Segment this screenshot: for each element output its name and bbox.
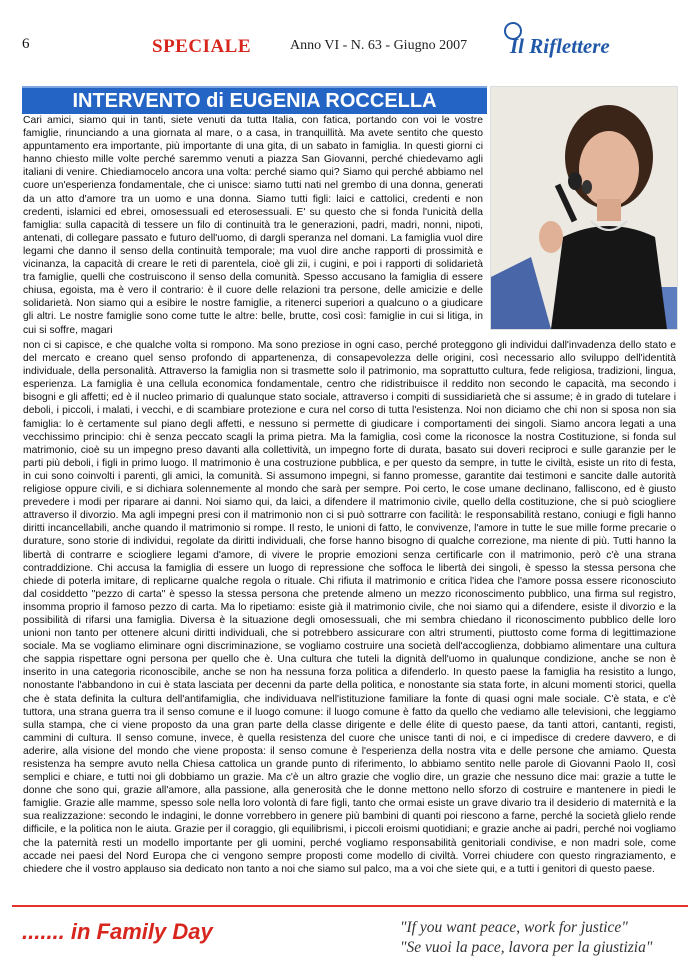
article-text-body: non ci si capisce, e che qualche volta si rompono. Ma sono preziose in ogni caso, perché proteggono gli individui dall'invadenza dello stato e del mercato e creano quel senso profondo di appartenenza, di consapevolezza delle origini, così necessario allo sviluppo dell'identità individuale, della personalità. Attraverso la famiglia non si trasmette solo il patrimonio, ma soprattutto cultura, fede religiosa, tradizioni, lingua, esperienza. La famiglia è una cellula economica fondamentale, centro che ridistribuisce il reddito non secondo le capacità, ma secondo i bisogni e gli affetti; ed è il nucleo primario di qualunque stato sociale, attraverso i compiti di sussidiarietà che si assume; è in grado di tutelare i deboli, i piccoli, i malati, i vecchi, e di scambiare protezione e cura nel corso di tutta l'esistenza. Noi non diciamo che chi non si sposa non sia famiglia: lo è certamente sul piano degli affetti, e nessuno si permette di giudicare i comportamenti dei singoli. Siamo ancora legati a una vecchissimo principio: chi è senza peccato scagli la prima pietra. Ma la famiglia, così come la riconosce la nostra Costituzione, si fonda sul matrimonio, cioè su un impegno preso davanti alla collettività, un impegno forte di durata, basato sui doveri reciproci e sulle garanzie per le parti più deboli, i figli in primo luogo. Il matrimonio è una costruzione pubblica, e per questo da sempre, in tutte le civiltà, esiste un rito di festa, in cui sono coinvolti i parenti, gli amici, la comunità. Si assumono impegni, si fanno promesse, garantite dai testimoni e sancite dalle autorità religiose oppure civili, e si dichiara solennemente al mondo che sarà per sempre. Poi certo, le cose umane declinano, falliscono, ed è giusto prevedere i modi per riparare ai danni. Noi siamo qui, da laici, a difendere il matrimonio civile, quello della costituzione, che si può sciogliere attraverso il divorzio. Ma agli impegni presi con il matrimonio non ci si può sottrarre con facilità: le responsabilità restano, coniugi e figli hanno diritti incancellabili, anche quando il matrimonio si rompe. Il resto, le unioni di fatto, le convivenze, l'amore in tutte le sue mille forme precarie o durature, sono storie di individui, regolate da diritti individuali, che forse hanno bisogno di qualche correzione, ma niente di più. Tutti hanno la libertà di contrarre e sciogliere legami d'amore, di vivere le proprie emozioni senza certificarle con il matrimonio, però c'è una strana contraddizione. Chi accusa la famiglia di essere un luogo di repressione che soffoca le libertà dei singoli, è spesso la stessa persona che chiede di poterla imitare, di replicarne qualche regola o rituale. Chi rifiuta il matrimonio e critica l'idea che l'amore possa essere riconosciuto dal cosiddetto "pezzo di carta" è spesso la stessa persona che pretende almeno un mezzo riconoscimento pubblico, una firma sul registro, insomma proprio il famoso pezzo di carta. Ma lo ripetiamo: esiste già il matrimonio civile, che noi siamo qui a difendere, esiste il divorzio e la possibilità di rifarsi una famiglia. Diversa è la situazione degli omosessuali, che mi sembra chiedano il riconoscimento pubblico delle loro unioni non tanto per ottenere alcuni diritti individuali, che si potrebbero assicurare con altri strumenti, piuttosto come forma di legittimazione sociale. Ma se vogliamo eliminare ogni discriminazione, se vogliamo costruire una società dell'accoglienza, dobbiamo alimentare una cultura che sappia rispettare ogni persona per quello che è. Una cultura che tuteli la dignità dell'uomo in qualunque condizione, anche se non è inserito in una categoria riconoscibile, anche se non ha nessuna forza politica a difenderlo. In questo paese la famiglia ha resistito a lungo, nonostante l'abbandono in cui è stata lasciata per decenni da parte della politica, e nonostante sia stata forte, in alcuni momenti storici, quella che è stata definita la cultura dell'antifamiglia, che individuava nell'istituzione familiare la fonte di quasi ogni male sociale. C'è stata, e c'è tuttora, una strana guerra tra il senso comune e il luogo comune: il luogo comune è fatto da quello che vediamo alle televisioni, che leggiamo sulla stampa, che ci viene proposto da una gran parte della classe dirigente e delle élite di questo paese, da tanti attori, cantanti, registi, cammini di cultura. Il senso comune, invece, è quella resistenza del cuore che unisce tanti di noi, e ci impedisce di credere davvero, e di aderire, alla visione del mondo che viene proposta: il senso comune è l'esperienza della nostra vita e delle persone che amiamo. Questa resistenza ha sempre avuto nella Chiesa cattolica un grande punto di riferimento, lo abbiamo sentito nelle parole di Giovanni Paolo II, così semplici e chiare, e tutti noi gli dobbiamo un grazie. Ma c'è un altro grazie che voglio dire, un grazie che nessuno dice mai: grazie a tutte le donne che sono qui, grazie all'amore, alla passione, alla generosità che le donne mettono nello sforzo di costruire e mantenere in piedi le famiglie. Grazie alle mamme, spesso sole nella loro volontà di fare figli, tanto che ormai esiste un grave divario tra il desiderio di maternità e la sua realizzazione: secondo le indagini, le donne vorrebbero in genere più bambini di quanti poi riescono a farne, perché la società glielo rende difficile, e la politica non le aiuta. Grazie per il coraggio, gli equilibrismi, i piccoli eroismi quotidiani; e grazie anche ai padri, perché noi vogliamo che la paternità resti un modello importante per gli uomini, perché vogliamo responsabilità genitoriali condivise, e non madri sole, come accade nei paesi del Nord Europa che ci vengono sempre proposti come modello di civiltà. Vorrei chiudere con questo ringraziamento, e chiedere che il vostro applauso sia dedicato non tanto a noi che siamo sul palco, ma a voi che siete qui, e a tutti i genitori di questo paese.: [23, 340, 676, 875]
article-text-column: Cari amici, siamo qui in tanti, siete venuti da tutta Italia, con fatica, portando con voi le vostre famiglie, rinunciando a una giornata al mare, o a casa, in tranquillità. Ma avete sentito che questo appuntamento era importante, più importante di una gita, di un sabato in famiglia. In questi giorni ci hanno chiesto mille volte perché saremmo venuti a piazza San Giovanni, perché chiedevamo agli italiani di venire. Chiediamocelo ancora una volta: perché siamo qui? Siamo qui perché abbiamo nel cuore un'esperienza fondamentale, che ci unisce: siamo tutti nati nel grembo di una donna, generati da un atto d'amore tra un uomo e una donna. Siamo tutti figli: laici e cattolici, credenti e non credenti, islamici ed ebrei, omosessuali ed eterosessuali. E' su questo che si fonda l'unicità della famiglia: sulla capacità di tessere un filo di continuità tra le generazioni, padri, madri, nonni, nipoti, antenati, di collegare passato e futuro dell'uomo, di dargli speranza nel domani. La famiglia vuol dire legami che danno il senso della continuità temporale; ma vuol dire anche rapporti di prossimità e vicinanza, la capacità di creare le reti di parentela, cioè gli zii, i cugini, e poi i rapporti di solidarietà tra famiglie, quelli che costruiscono il senso della comunità. Spesso accusano la famiglia di essere chiusa, egoista, ma è vero il contrario: è il cuore delle relazioni tra persone, delle amicizie e delle solidarietà. Non siamo qui a esibire le nostre famiglie, a ritenerci superiori a qualcuno o a giudicare gli altri. Le nostre famiglie sono come tutte le altre: belle, brutte, così così: famiglie in cui si litiga, in cui si soffre, magari: [23, 115, 483, 336]
logo-text: Il Riflettere: [510, 34, 610, 58]
magazine-logo: [502, 22, 692, 62]
footer-divider: [12, 905, 688, 907]
headline-banner: [22, 86, 487, 114]
speaker-illustration: [491, 87, 677, 329]
article-title: INTERVENTO di EUGENIA ROCCELLA: [72, 90, 437, 112]
section-label: SPECIALE: [152, 36, 252, 57]
page-number: 6: [22, 36, 30, 52]
quote-italian: "Se vuoi la pace, lavora per la giustizia": [400, 939, 653, 956]
family-day-label: ....... in Family Day: [22, 919, 213, 944]
quote-english: "If you want peace, work for justice": [400, 919, 628, 936]
issue-info: Anno VI - N. 63 - Giugno 2007: [290, 38, 468, 53]
speaker-photo: [490, 86, 678, 330]
